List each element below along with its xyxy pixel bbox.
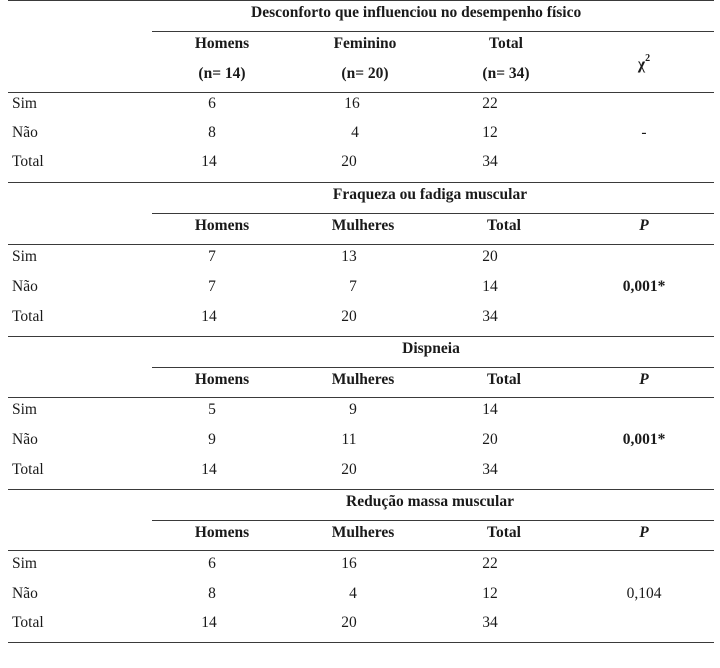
stat-value: 0,001* bbox=[622, 278, 666, 295]
row-label: Total bbox=[12, 461, 44, 478]
column-header-p: P bbox=[639, 371, 649, 388]
column-header-women: Mulheres bbox=[331, 217, 395, 234]
cell-men: 6 bbox=[208, 95, 216, 112]
column-header-total: Total bbox=[487, 371, 521, 388]
cell-women: 20 bbox=[341, 461, 357, 478]
row-label: Não bbox=[12, 585, 38, 602]
cell-total: 14 bbox=[482, 401, 498, 418]
cell-total: 20 bbox=[482, 431, 498, 448]
row-label: Sim bbox=[12, 248, 37, 265]
stat-value: 0,001* bbox=[622, 431, 666, 448]
column-header-total: Total bbox=[487, 217, 521, 234]
cell-women: 16 bbox=[341, 555, 357, 572]
row-label: Sim bbox=[12, 401, 37, 418]
cell-men: 14 bbox=[201, 614, 217, 631]
column-header-women: Mulheres bbox=[331, 371, 395, 388]
section-title: Desconforto que influenciou no desempenho físico bbox=[251, 4, 582, 21]
column-header-women: Feminino bbox=[333, 35, 397, 52]
column-header-women: Mulheres bbox=[331, 524, 395, 541]
rule-s2-end bbox=[8, 336, 714, 337]
cell-women: 9 bbox=[349, 401, 357, 418]
cell-women: 20 bbox=[341, 614, 357, 631]
chi-symbol: χ bbox=[637, 56, 646, 73]
cell-total: 34 bbox=[482, 461, 498, 478]
cell-women: 13 bbox=[341, 248, 357, 265]
rule-s3-end bbox=[8, 489, 714, 490]
cell-men: 6 bbox=[208, 555, 216, 572]
cell-men: 14 bbox=[201, 461, 217, 478]
section-title: Dispneia bbox=[402, 340, 460, 357]
cell-men: 14 bbox=[201, 153, 217, 170]
column-subheader-total: (n= 34) bbox=[482, 65, 530, 82]
cell-men: 14 bbox=[201, 308, 217, 325]
cell-women: 4 bbox=[349, 585, 357, 602]
column-header-men: Homens bbox=[194, 371, 250, 388]
column-subheader-women: (n= 20) bbox=[341, 65, 389, 82]
cell-women: 7 bbox=[349, 278, 357, 295]
column-header-total: Total bbox=[489, 35, 523, 52]
rule-s3-title bbox=[152, 367, 714, 368]
cell-total: 34 bbox=[482, 614, 498, 631]
rule-s2-title bbox=[152, 213, 714, 214]
rule-s1-end bbox=[8, 182, 714, 183]
rule-bottom bbox=[8, 642, 714, 643]
section-title: Fraqueza ou fadiga muscular bbox=[332, 186, 528, 203]
column-header-chi-square bbox=[638, 50, 650, 74]
rule-s1-header bbox=[8, 92, 714, 93]
cell-total: 34 bbox=[482, 153, 498, 170]
rule-s4-header bbox=[8, 550, 714, 551]
rule-s1-title bbox=[152, 31, 714, 32]
rule-s2-header bbox=[8, 244, 714, 245]
cell-men: 7 bbox=[208, 248, 216, 265]
row-label: Não bbox=[12, 278, 38, 295]
cell-total: 22 bbox=[482, 95, 498, 112]
cell-women: 4 bbox=[351, 124, 359, 141]
cell-women: 20 bbox=[341, 308, 357, 325]
cell-total: 34 bbox=[482, 308, 498, 325]
chi-exponent: 2 bbox=[645, 53, 651, 64]
column-header-p: P bbox=[639, 217, 649, 234]
stat-value: - bbox=[641, 124, 647, 141]
cell-men: 8 bbox=[208, 585, 216, 602]
cell-total: 20 bbox=[482, 248, 498, 265]
row-label: Sim bbox=[12, 555, 37, 572]
row-label: Total bbox=[12, 614, 44, 631]
cell-total: 12 bbox=[482, 124, 498, 141]
rule-s4-title bbox=[152, 520, 714, 521]
column-header-men: Homens bbox=[194, 524, 250, 541]
cell-men: 7 bbox=[208, 278, 216, 295]
cell-total: 14 bbox=[482, 278, 498, 295]
row-label: Total bbox=[12, 308, 44, 325]
cell-men: 8 bbox=[208, 124, 216, 141]
cell-women: 11 bbox=[341, 431, 357, 448]
cell-men: 5 bbox=[208, 401, 216, 418]
cell-men: 9 bbox=[208, 431, 216, 448]
column-header-men: Homens bbox=[194, 217, 250, 234]
column-header-p: P bbox=[639, 524, 649, 541]
cell-total: 12 bbox=[482, 585, 498, 602]
row-label: Não bbox=[12, 431, 38, 448]
rule-top bbox=[8, 0, 714, 1]
row-label: Total bbox=[12, 153, 44, 170]
cell-women: 16 bbox=[344, 95, 360, 112]
row-label: Sim bbox=[12, 95, 37, 112]
section-title: Redução massa muscular bbox=[346, 493, 514, 510]
cell-total: 22 bbox=[482, 555, 498, 572]
cell-women: 20 bbox=[341, 153, 357, 170]
row-label: Não bbox=[12, 124, 38, 141]
column-header-men: Homens bbox=[194, 35, 250, 52]
stat-value: 0,104 bbox=[626, 585, 662, 602]
column-subheader-men: (n= 14) bbox=[198, 65, 246, 82]
column-header-total: Total bbox=[487, 524, 521, 541]
rule-s3-header bbox=[8, 397, 714, 398]
